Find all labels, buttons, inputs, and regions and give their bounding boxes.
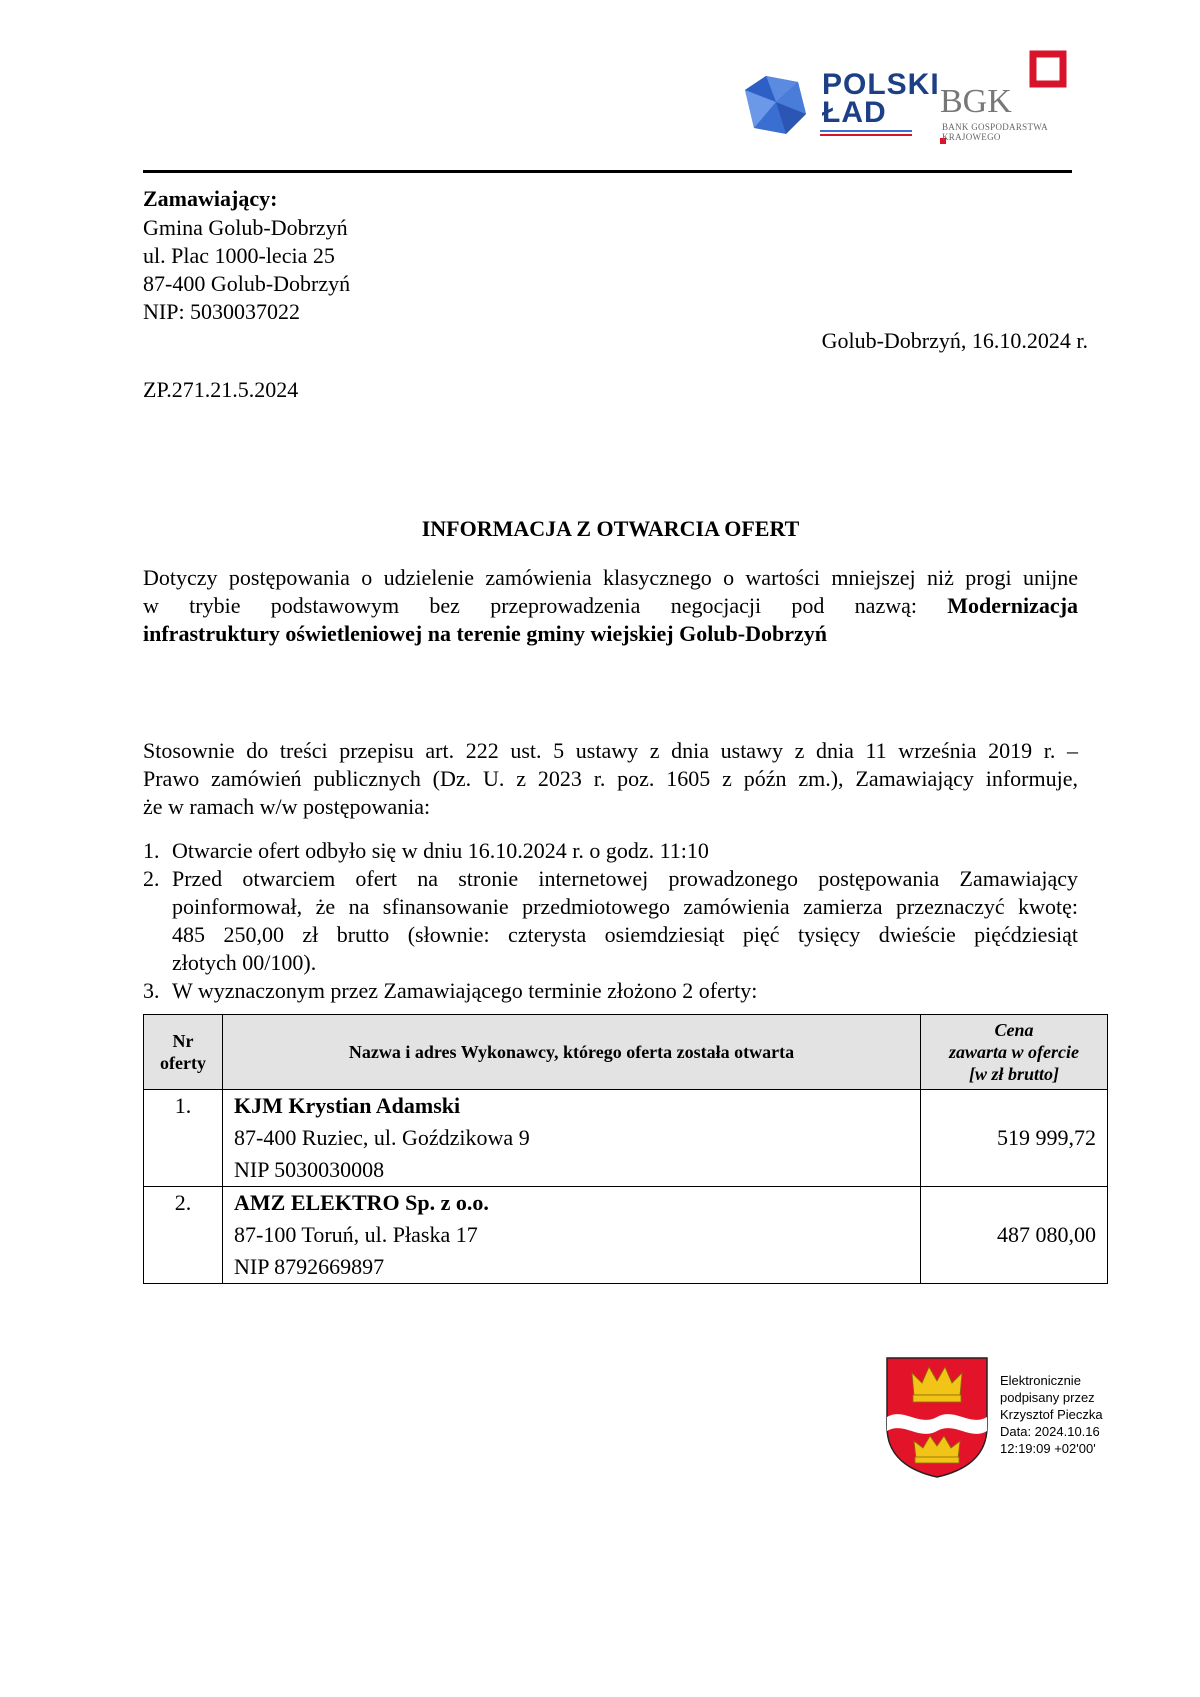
contractor-address: 87-400 Ruziec, ul. Goździkowa 9 [234, 1125, 530, 1150]
header-price-line: Cena [994, 1020, 1034, 1040]
header-price [921, 1015, 1108, 1090]
contractor-nip: NIP 5030030008 [234, 1157, 385, 1182]
zamawiajacy-line: Gmina Golub-Dobrzyń [143, 215, 348, 240]
legal-line: Prawo zamówień publicznych (Dz. U. z 2023 r. poz. 1605 z późn zm.), Zamawiający informuje, [143, 766, 1078, 791]
bgk-short-text: BGK [940, 83, 1012, 120]
contractor-name: KJM Krystian Adamski [234, 1093, 461, 1118]
project-name: Modernizacja [947, 593, 1079, 618]
header-nr-line: Nr [172, 1031, 194, 1051]
header-rule [143, 170, 1072, 173]
signature-line: Krzysztof Pieczka [1000, 1407, 1103, 1422]
list-item-text: złotych 00/100). [172, 950, 317, 975]
polski-lad-text-2: ŁAD [822, 96, 887, 129]
list-item-text: 485 250,00 zł brutto (słownie: czterysta osiemdziesiąt pięć tysięcy dwieście pięćdziesiąt [172, 922, 1078, 947]
polski-lad-logo [742, 68, 940, 138]
offer-contractor [223, 1187, 921, 1284]
signature-line: Data: 2024.10.16 [1000, 1424, 1100, 1439]
contractor-nip: NIP 8792669897 [234, 1254, 385, 1279]
polski-lad-text-1: POLSKI [822, 68, 940, 101]
contractor-address: 87-100 Toruń, ul. Płaska 17 [234, 1222, 478, 1247]
project-name: infrastruktury oświetleniowej na terenie gminy wiejskiej Golub-Dobrzyń [143, 621, 827, 646]
zamawiajacy-line: ul. Plac 1000-lecia 25 [143, 243, 335, 268]
offers-table [143, 1014, 1108, 1284]
offer-price: 519 999,72 [921, 1090, 1108, 1187]
table-row [144, 1187, 1108, 1284]
header-nr-line: oferty [160, 1053, 206, 1073]
table-row [144, 1090, 1108, 1187]
zamawiajacy-label: Zamawiający: [143, 186, 278, 211]
electronic-signature [1000, 1372, 1103, 1457]
signature-line: Elektronicznie [1000, 1373, 1081, 1388]
intro-line: Dotyczy postępowania o udzielenie zamówienia klasycznego o wartości mniejszej niż progi unijne [143, 565, 1078, 590]
header-price-line: [w zł brutto] [968, 1064, 1060, 1084]
zamawiajacy-line: NIP: 5030037022 [143, 299, 301, 324]
legal-line: Stosownie do treści przepisu art. 222 ust. 5 ustawy z dnia ustawy z dnia 11 września 2019 r. – [143, 738, 1078, 763]
contractor-name: AMZ ELEKTRO Sp. z o.o. [234, 1190, 489, 1215]
list-item-text: Przed otwarciem ofert na stronie internetowej prowadzonego postępowania Zamawiający [172, 866, 1078, 891]
list-item-text: Otwarcie ofert odbyło się w dniu 16.10.2024 r. o godz. 11:10 [172, 838, 709, 863]
list-number: 2. [143, 866, 160, 891]
bgk-name-line-2: KRAJOWEGO [942, 132, 1001, 142]
coat-of-arms [884, 1355, 990, 1479]
signature-line: podpisany przez [1000, 1390, 1095, 1405]
list-item-text: W wyznaczonym przez Zamawiającego terminie złożono 2 oferty: [172, 978, 758, 1003]
place-date: Golub-Dobrzyń, 16.10.2024 r. [821, 328, 1088, 353]
intro-line [143, 592, 1078, 620]
header-price-line: zawarta w ofercie [949, 1042, 1079, 1062]
legal-line: że w ramach w/w postępowania: [143, 794, 431, 819]
bgk-logo [940, 50, 1070, 150]
offer-number: 2. [144, 1187, 223, 1284]
zamawiajacy-line: 87-400 Golub-Dobrzyń [143, 271, 351, 296]
table-header-row [144, 1015, 1108, 1090]
offer-number: 1. [144, 1090, 223, 1187]
document-title: INFORMACJA Z OTWARCIA OFERT [421, 516, 800, 541]
coat-of-arms-icon [884, 1355, 990, 1479]
list-number: 1. [143, 838, 160, 863]
header-nr [144, 1015, 223, 1090]
reference-number: ZP.271.21.5.2024 [143, 377, 299, 402]
signature-line: 12:19:09 +02'00' [1000, 1441, 1096, 1456]
intro-text: w trybie podstawowym bez przeprowadzenia negocjacji pod nazwą: [143, 593, 917, 618]
offer-price: 487 080,00 [921, 1187, 1108, 1284]
header-name: Nazwa i adres Wykonawcy, którego oferta została otwarta [223, 1015, 921, 1090]
list-number: 3. [143, 978, 160, 1003]
list-item-text: poinformował, że na sfinansowanie przedmiotowego zamówienia zamierza przeznaczyć kwotę: [172, 894, 1078, 919]
offer-contractor [223, 1090, 921, 1187]
bgk-name-line-1: BANK GOSPODARSTWA [942, 122, 1048, 132]
